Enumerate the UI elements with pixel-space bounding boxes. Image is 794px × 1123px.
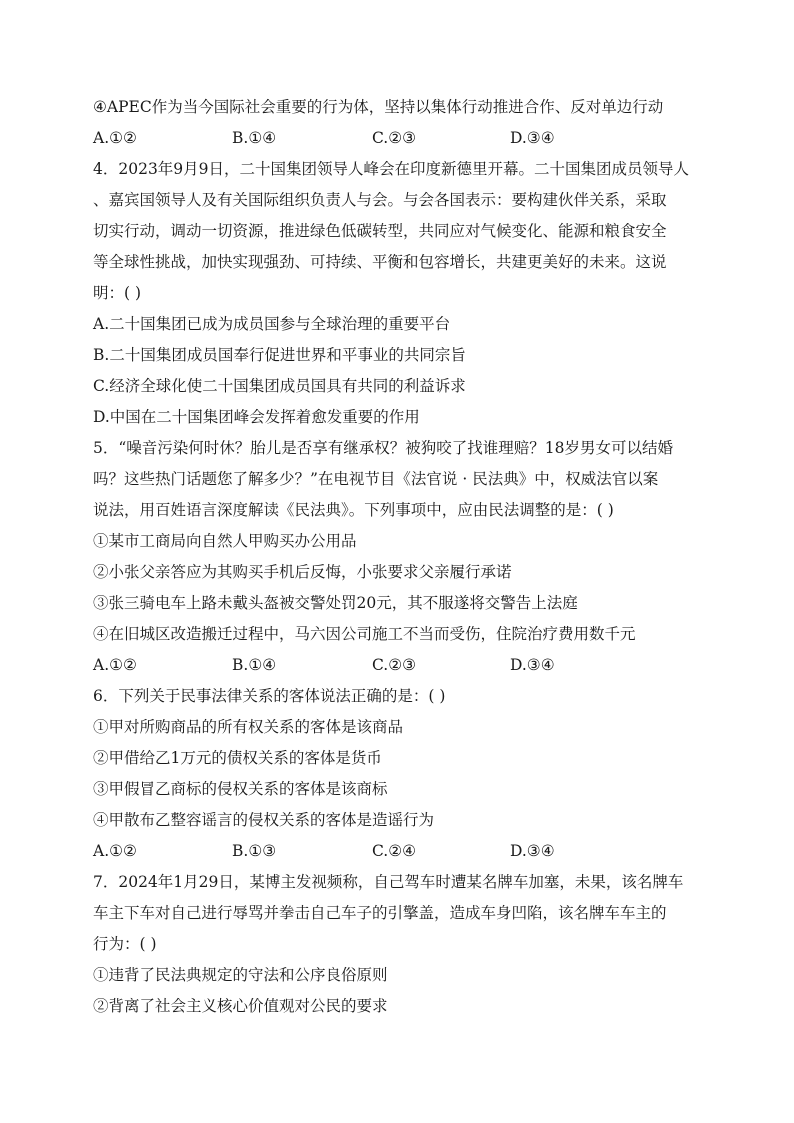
q4-stem-line: 明：( )	[93, 284, 142, 302]
q4-choice-b: B.二十国集团成员国奉行促进世界和平事业的共同宗旨	[93, 346, 466, 364]
q7-item-1: ①违背了民法典规定的守法和公序良俗原则	[93, 966, 388, 984]
q5-option-a: A.①②	[93, 656, 137, 674]
q5-option-b: B.①④	[232, 656, 277, 674]
q4-stem-line: 切实行动，调动一切资源，推进绿色低碳转型，共同应对气候变化、能源和粮食安全	[93, 222, 667, 240]
q4-choice-c: C.经济全球化使二十国集团成员国具有共同的利益诉求	[93, 377, 466, 395]
q5-item-2: ②小张父亲答应为其购买手机后反悔，小张要求父亲履行承诺	[93, 563, 512, 581]
q5-item-1: ①某市工商局向自然人甲购买办公用品	[93, 532, 357, 550]
q4-stem-line: 、嘉宾国领导人及有关国际组织负责人与会。与会各国表示：要构建伙伴关系，采取	[93, 191, 667, 209]
q5-stem-line: 吗？这些热门话题您了解多少？”在电视节目《法官说 · 民法典》中，权威法官以案	[93, 470, 659, 488]
q6-option-b: B.①③	[232, 842, 277, 860]
q4-choice-a: A.二十国集团已成为成员国参与全球治理的重要平台	[93, 315, 451, 333]
q7-stem-line: 车主下车对自己进行辱骂并拳击自己车子的引擎盖，造成车身凹陷，该名牌车车主的	[93, 904, 667, 922]
q5-option-d: D.③④	[510, 656, 555, 674]
q6-item-2: ②甲借给乙1万元的债权关系的客体是货币	[93, 749, 382, 767]
q3-option-b: B.①④	[232, 129, 277, 147]
q6-option-a: A.①②	[93, 842, 137, 860]
q5-item-4: ④在旧城区改造搬迁过程中，马六因公司施工不当而受伤，住院治疗费用数千元	[93, 625, 636, 643]
q4-stem-line: 4．2023年9月9日，二十国集团领导人峰会在印度新德里开幕。二十国集团成员领导人	[93, 160, 690, 178]
q6-option-c: C.②④	[372, 842, 417, 860]
q7-stem-line: 7．2024年1月29日，某博主发视频称，自己驾车时遭某名牌车加塞，未果，该名牌车	[93, 873, 684, 891]
q6-stem: 6．下列关于民事法律关系的客体说法正确的是：( )	[93, 687, 446, 705]
q5-stem-line: 说法，用百姓语言深度解读《民法典》。下列事项中，应由民法调整的是：( )	[93, 501, 614, 519]
q6-item-4: ④甲散布乙整容谣言的侵权关系的客体是造谣行为	[93, 811, 435, 829]
q6-item-1: ①甲对所购商品的所有权关系的客体是该商品	[93, 718, 404, 736]
q5-item-3: ③张三骑电车上路未戴头盔被交警处罚20元，其不服遂将交警告上法庭	[93, 594, 578, 612]
q4-stem-line: 等全球性挑战，加快实现强劲、可持续、平衡和包容增长，共建更美好的未来。这说	[93, 253, 667, 271]
q6-option-d: D.③④	[510, 842, 555, 860]
q5-stem-line: 5．“噪音污染何时休？胎儿是否享有继承权？被狗咬了找谁理赔？18岁男女可以结婚	[93, 439, 674, 457]
q3-item-4: ④APEC作为当今国际社会重要的行为体，坚持以集体行动推进合作、反对单边行动	[93, 98, 664, 116]
q3-option-d: D.③④	[510, 129, 555, 147]
q4-choice-d: D.中国在二十国集团峰会发挥着愈发重要的作用	[93, 408, 420, 426]
q3-option-a: A.①②	[93, 129, 137, 147]
q5-option-c: C.②③	[372, 656, 417, 674]
q3-option-c: C.②③	[372, 129, 417, 147]
q7-item-2: ②背离了社会主义核心价值观对公民的要求	[93, 997, 388, 1015]
q7-stem-line: 行为：( )	[93, 935, 157, 953]
q6-item-3: ③甲假冒乙商标的侵权关系的客体是该商标	[93, 780, 388, 798]
